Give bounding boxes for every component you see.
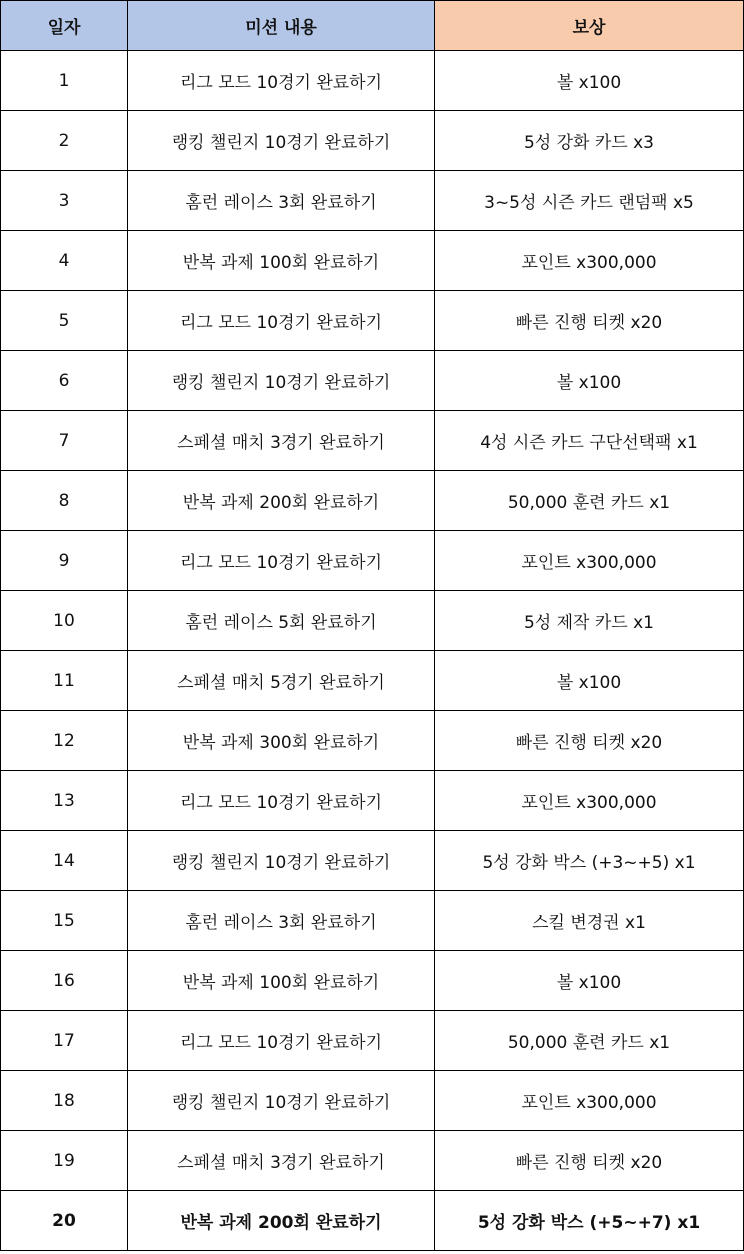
reward-cell: 50,000 훈련 카드 x1 xyxy=(435,1011,744,1071)
day-cell: 20 xyxy=(1,1191,128,1251)
reward-cell: 볼 x100 xyxy=(435,651,744,711)
table-row xyxy=(1,711,744,771)
day-cell: 14 xyxy=(1,831,128,891)
mission-cell: 랭킹 챌린지 10경기 완료하기 xyxy=(128,111,435,171)
reward-cell: 빠른 진행 티켓 x20 xyxy=(435,711,744,771)
table-row xyxy=(1,771,744,831)
mission-cell: 리그 모드 10경기 완료하기 xyxy=(128,291,435,351)
column-header-mission: 미션 내용 xyxy=(128,1,435,51)
mission-cell: 스페셜 매치 5경기 완료하기 xyxy=(128,651,435,711)
mission-cell: 랭킹 챌린지 10경기 완료하기 xyxy=(128,831,435,891)
day-cell: 9 xyxy=(1,531,128,591)
day-cell: 1 xyxy=(1,51,128,111)
reward-cell: 5성 강화 박스 (+5~+7) x1 xyxy=(435,1191,744,1251)
reward-cell: 포인트 x300,000 xyxy=(435,531,744,591)
mission-cell: 반복 과제 100회 완료하기 xyxy=(128,951,435,1011)
mission-cell: 리그 모드 10경기 완료하기 xyxy=(128,531,435,591)
table-row xyxy=(1,51,744,111)
day-cell: 10 xyxy=(1,591,128,651)
reward-cell: 3~5성 시즌 카드 랜덤팩 x5 xyxy=(435,171,744,231)
mission-cell: 랭킹 챌린지 10경기 완료하기 xyxy=(128,351,435,411)
table-row xyxy=(1,471,744,531)
header-row xyxy=(1,1,744,51)
table-row xyxy=(1,291,744,351)
table-row xyxy=(1,411,744,471)
mission-cell: 반복 과제 300회 완료하기 xyxy=(128,711,435,771)
table-row xyxy=(1,351,744,411)
reward-cell: 빠른 진행 티켓 x20 xyxy=(435,1131,744,1191)
table-row xyxy=(1,1131,744,1191)
table-row xyxy=(1,651,744,711)
day-cell: 2 xyxy=(1,111,128,171)
table-row xyxy=(1,1191,744,1251)
mission-cell: 홈런 레이스 3회 완료하기 xyxy=(128,171,435,231)
day-cell: 16 xyxy=(1,951,128,1011)
reward-cell: 스킬 변경권 x1 xyxy=(435,891,744,951)
day-cell: 18 xyxy=(1,1071,128,1131)
day-cell: 13 xyxy=(1,771,128,831)
mission-cell: 리그 모드 10경기 완료하기 xyxy=(128,1011,435,1071)
table-row xyxy=(1,591,744,651)
day-cell: 19 xyxy=(1,1131,128,1191)
mission-cell: 홈런 레이스 5회 완료하기 xyxy=(128,591,435,651)
table-row xyxy=(1,171,744,231)
reward-cell: 볼 x100 xyxy=(435,51,744,111)
day-cell: 8 xyxy=(1,471,128,531)
table-row xyxy=(1,111,744,171)
reward-cell: 50,000 훈련 카드 x1 xyxy=(435,471,744,531)
mission-cell: 반복 과제 100회 완료하기 xyxy=(128,231,435,291)
reward-cell: 5성 강화 카드 x3 xyxy=(435,111,744,171)
table-row xyxy=(1,831,744,891)
day-cell: 4 xyxy=(1,231,128,291)
day-cell: 11 xyxy=(1,651,128,711)
day-cell: 12 xyxy=(1,711,128,771)
reward-cell: 5성 강화 박스 (+3~+5) x1 xyxy=(435,831,744,891)
reward-cell: 포인트 x300,000 xyxy=(435,1071,744,1131)
reward-cell: 4성 시즌 카드 구단선택팩 x1 xyxy=(435,411,744,471)
mission-cell: 스페셜 매치 3경기 완료하기 xyxy=(128,411,435,471)
mission-cell: 스페셜 매치 3경기 완료하기 xyxy=(128,1131,435,1191)
mission-cell: 리그 모드 10경기 완료하기 xyxy=(128,771,435,831)
reward-cell: 볼 x100 xyxy=(435,951,744,1011)
table-body xyxy=(1,51,744,1251)
table-row xyxy=(1,1011,744,1071)
reward-cell: 빠른 진행 티켓 x20 xyxy=(435,291,744,351)
mission-cell: 반복 과제 200회 완료하기 xyxy=(128,1191,435,1251)
table-row xyxy=(1,231,744,291)
reward-cell: 포인트 x300,000 xyxy=(435,771,744,831)
mission-cell: 반복 과제 200회 완료하기 xyxy=(128,471,435,531)
reward-cell: 5성 제작 카드 x1 xyxy=(435,591,744,651)
mission-cell: 리그 모드 10경기 완료하기 xyxy=(128,51,435,111)
column-header-day: 일자 xyxy=(1,1,128,51)
day-cell: 15 xyxy=(1,891,128,951)
day-cell: 5 xyxy=(1,291,128,351)
mission-cell: 랭킹 챌린지 10경기 완료하기 xyxy=(128,1071,435,1131)
mission-cell: 홈런 레이스 3회 완료하기 xyxy=(128,891,435,951)
column-header-reward: 보상 xyxy=(435,1,744,51)
day-cell: 7 xyxy=(1,411,128,471)
day-cell: 6 xyxy=(1,351,128,411)
table-row xyxy=(1,951,744,1011)
reward-cell: 볼 x100 xyxy=(435,351,744,411)
table-row xyxy=(1,891,744,951)
table-row xyxy=(1,531,744,591)
reward-cell: 포인트 x300,000 xyxy=(435,231,744,291)
table-row xyxy=(1,1071,744,1131)
day-cell: 17 xyxy=(1,1011,128,1071)
day-cell: 3 xyxy=(1,171,128,231)
